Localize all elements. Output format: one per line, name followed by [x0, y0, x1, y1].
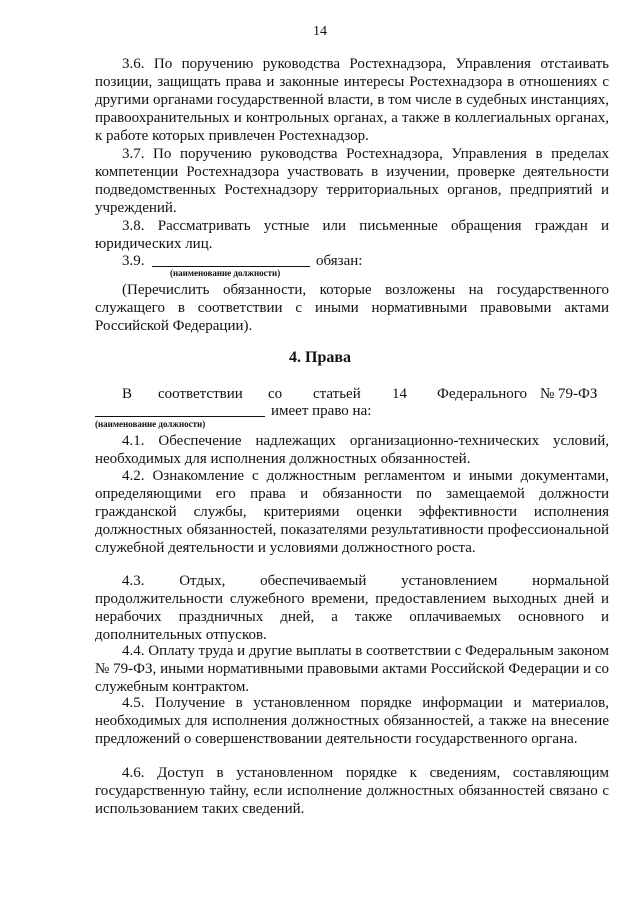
paragraph-4-6: 4.6. Доступ в установленном порядке к сведениям, составляющим государственную тайну, если исполнение должностных обязанностей связано с использованием таких сведений.: [95, 765, 609, 817]
intro-word-6: Федерального: [437, 386, 528, 402]
section-4-title: 4. Права: [289, 349, 351, 366]
paragraph-4-3: 4.3. Отдых, обеспечиваемый установлением нормальной продолжительности служебного времени, предоставлением выходных дней и нерабочих праздничных дней, а также оплачиваемых основного и дополнительных отпусков.: [95, 573, 609, 643]
intro-word-3: со: [268, 386, 283, 402]
paragraph-3-6: 3.6. По поручению руководства Ростехнадзора, Управления отстаивать позиции, защищать права и законные интересы Ростехнадзора в отношениях с другими органами государственной власти, в том числе в судебных инстанциях, правоохранительных и контрольных органах, а также в коллегиальных органах, к работе которых привлечен Ростехнадзор.: [95, 56, 609, 144]
position-blank-line: [152, 266, 310, 267]
paragraph-3-9-note: (Перечислить обязанности, которые возложены на государственного служащего в соответствии с иными нормативными правовыми актами Российской Федерации).: [95, 282, 609, 334]
intro-tail: имеет право на:: [271, 403, 372, 419]
paragraph-4-1: 4.1. Обеспечение надлежащих организационно-технических условий, необходимых для исполнения должностных обязанностей.: [95, 433, 609, 467]
paragraph-3-9-number: 3.9.: [122, 253, 145, 269]
intro-word-7: № 79-ФЗ: [540, 386, 598, 402]
intro-word-2: соответствии: [158, 386, 243, 402]
paragraph-3-8: 3.8. Рассматривать устные или письменные обращения граждан и юридических лиц.: [95, 218, 609, 252]
paragraph-4-4: 4.4. Оплату труда и другие выплаты в соответствии с Федеральным законом № 79-ФЗ, иными нормативными правовыми актами Российской Федерации и со служебным контрактом.: [95, 643, 609, 695]
paragraph-4-2: 4.2. Ознакомление с должностным регламентом и иными документами, определяющими его права и обязанности по замещаемой должности гражданской службы, критериями оценки эффективности исполнения должностных обязанностей, показателями результативности профессиональной служебной деятельности и условиями должностного роста.: [95, 468, 609, 556]
intro-word-5: 14: [392, 386, 407, 402]
intro-word-1: В: [122, 386, 133, 402]
position-caption-2: (наименование должности): [95, 419, 206, 429]
position-blank-line-2: [95, 416, 265, 417]
page-number: 14: [313, 24, 327, 39]
intro-word-4: статьей: [313, 386, 361, 402]
position-caption: (наименование должности): [170, 268, 281, 278]
paragraph-3-9-tail: обязан:: [316, 253, 363, 269]
paragraph-4-5: 4.5. Получение в установленном порядке информации и материалов, необходимых для исполнения должностных обязанностей, а также на внесение предложений о совершенствовании деятельности государственного органа.: [95, 695, 609, 747]
paragraph-3-7: 3.7. По поручению руководства Ростехнадзора, Управления в пределах компетенции Ростехнадзора участвовать в изучении, проверке деятельности подведомственных Ростехнадзору территориальных органов, предприятий и учреждений.: [95, 146, 609, 216]
